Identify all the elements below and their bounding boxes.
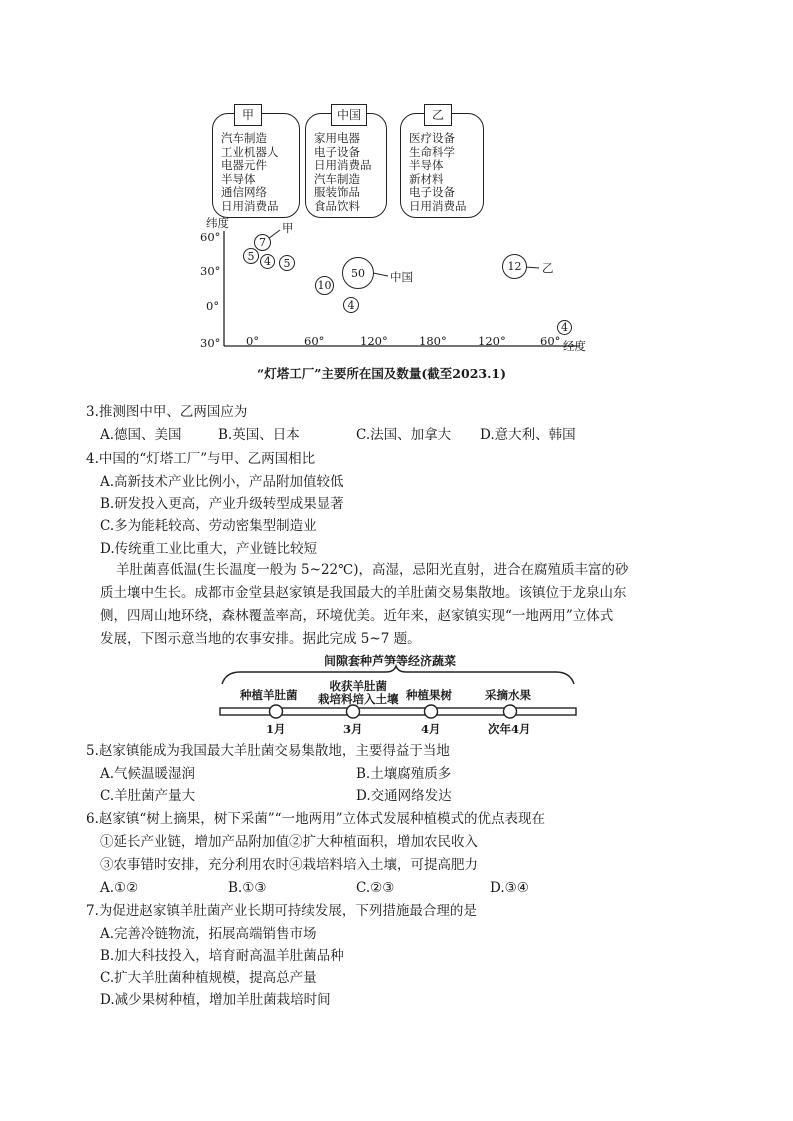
point-jia: 7: [254, 234, 271, 251]
passage-line-1: 羊肚菌喜低温(生长温度一般为 5~22℃)，高湿，忌阳光直射，进合在腐殖质丰富的砂: [116, 562, 629, 578]
q6-option-a: A.①②: [100, 880, 139, 896]
q6-statements-1: ①延长产业链，增加产品附加值②扩大种植面积，增加农民收入: [100, 834, 478, 850]
q7-option-a: A.完善冷链物流，拓展高端销售市场: [100, 926, 317, 942]
passage-line-2: 质土壤中生长。成都市金堂县赵家镇是我国最大的羊肚菌交易集散地。该镇位于龙泉山东: [100, 585, 627, 601]
q6-stem: 6.赵家镇“树上摘果，树下采菌”“一地两用”立体式发展种植模式的优点表现在: [86, 811, 545, 827]
y-tick-30n: 30°: [200, 264, 221, 278]
point-china: 50: [342, 257, 374, 289]
timeline-event-2-text: 收获羊肚菌 栽培料培入土壤: [318, 679, 399, 706]
y-tick-0: 0°: [206, 299, 220, 313]
passage-line-3: 侧，四周山地环绕，森林覆盖率高，环境优美。近年来，赵家镇实现“一地两用”立体式: [100, 608, 614, 624]
q5-stem: 5.赵家镇能成为我国最大羊肚菌交易集散地，主要得益于当地: [86, 743, 450, 759]
timeline-event-3: 种植果树: [406, 688, 452, 702]
x-tick-60w: 60°: [540, 334, 561, 348]
x-tick-120w: 120°: [478, 334, 506, 348]
q6-option-d: D.③④: [490, 880, 529, 896]
country-box-jia-items: 汽车制造 工业机器人 电器元件 半导体 通信网络 日用消费品: [221, 131, 279, 213]
figure1-caption: “灯塔工厂”主要所在国及数量(截至2023.1): [257, 366, 507, 381]
q5-option-b: B.土壤腐殖质多: [356, 766, 452, 782]
q7-option-b: B.加大科技投入，培育耐高温羊肚菌品种: [100, 948, 344, 964]
y-axis-label: 纬度: [206, 216, 229, 230]
timeline-month-2: 3月: [343, 722, 363, 736]
timeline-month-3: 4月: [421, 722, 441, 736]
q5-option-a: A.气候温暖湿润: [100, 766, 196, 782]
timeline-event-4: 采摘水果: [485, 688, 531, 702]
timeline-top-label: 间隙套种芦笋等经济蔬菜: [324, 654, 457, 668]
point-4a: 4: [260, 254, 275, 269]
x-axis-label: 经度: [563, 339, 586, 353]
country-box-yi-items: 医疗设备 生命科学 半导体 新材料 电子设备 日用消费品: [409, 131, 467, 213]
point-jia-label: 甲: [282, 221, 294, 235]
point-yi-label: 乙: [542, 261, 554, 275]
country-box-yi-title: 乙: [424, 104, 452, 126]
q4-option-a: A.高新技术产业比例小，产品附加值较低: [100, 474, 344, 490]
q4-option-d: D.传统重工业比重大，产业链比较短: [100, 541, 318, 557]
x-tick-180: 180°: [419, 334, 447, 348]
q3-option-b: B.英国、日本: [218, 427, 300, 443]
point-10: 10: [315, 276, 334, 295]
country-box-china-items: 家用电器 电子设备 日用消费品 汽车制造 服装饰品 食品饮料: [314, 131, 372, 213]
q5-option-d: D.交通网络发达: [356, 788, 452, 804]
q6-option-c: C.②③: [356, 880, 395, 896]
timeline-month-4: 次年4月: [488, 722, 531, 736]
point-5b: 5: [279, 255, 295, 271]
y-tick-30s: 30°: [200, 336, 221, 350]
q6-option-b: B.①③: [228, 880, 267, 896]
q3-stem: 3.推测图中甲、乙两国应为: [86, 404, 248, 420]
point-china-label: 中国: [390, 270, 413, 284]
point-4c: 4: [557, 320, 572, 335]
q6-statements-2: ③农事错时安排，充分利用农时④栽培料培入土壤，可提高肥力: [100, 857, 478, 873]
passage-line-4: 发展，下图示意当地的农事安排。据此完成 5~7 题。: [100, 631, 421, 647]
point-5a: 5: [243, 248, 259, 264]
q3-option-c: C.法国、加拿大: [356, 427, 452, 443]
q4-option-b: B.研发投入更高，产业升级转型成果显著: [100, 496, 344, 512]
q4-option-c: C.多为能耗较高、劳动密集型制造业: [100, 518, 317, 534]
q7-option-c: C.扩大羊肚菌种植规模，提高总产量: [100, 970, 317, 986]
country-box-china-title: 中国: [331, 104, 367, 126]
timeline-event-1: 种植羊肚菌: [240, 688, 298, 702]
country-box-jia-title: 甲: [234, 104, 262, 126]
x-tick-120e: 120°: [360, 334, 388, 348]
q7-option-d: D.减少果树种植，增加羊肚菌栽培时间: [100, 992, 331, 1008]
q7-stem: 7.为促进赵家镇羊肚菌产业长期可持续发展，下列措施最合理的是: [86, 903, 477, 919]
timeline-month-1: 1月: [266, 722, 286, 736]
x-tick-60e: 60°: [304, 334, 325, 348]
timeline-event-2: [318, 680, 399, 706]
q3-option-a: A.德国、美国: [100, 427, 182, 443]
y-tick-60n: 60°: [200, 230, 221, 244]
q3-option-d: D.意大利、韩国: [480, 427, 576, 443]
point-4b: 4: [343, 297, 359, 313]
point-yi: 12: [502, 254, 527, 279]
q5-option-c: C.羊肚菌产量大: [100, 788, 196, 804]
x-tick-0: 0°: [246, 334, 260, 348]
q4-stem: 4.中国的“灯塔工厂”与甲、乙两国相比: [86, 451, 316, 467]
